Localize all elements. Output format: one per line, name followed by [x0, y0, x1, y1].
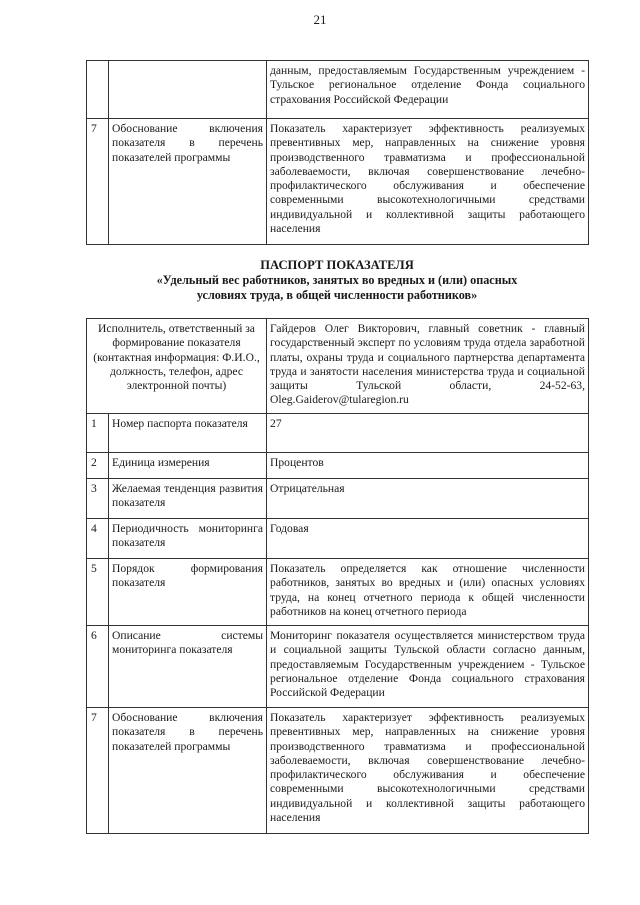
- table-row: [87, 61, 589, 119]
- row-value: Показатель характеризует эффективность реализуемых превентивных мер, направленных на снижение уровня производственного травматизма и профессиональной заболеваемости, включая совершенствование лечебно-профилактического обслуживания и обеспечение современными высокотехнологичными средствами индивидуальной и коллективной защиты работающего населения: [267, 119, 589, 245]
- row-label: Обоснование включения показателя в перечень показателей программы: [109, 708, 267, 834]
- row-label: Желаемая тенденция развития показателя: [109, 479, 267, 519]
- row-number: [87, 61, 109, 119]
- row-number: 7: [87, 708, 109, 834]
- row-value: Показатель характеризует эффективность реализуемых превентивных мер, направленных на снижение уровня производственного травматизма и профессиональной заболеваемости, включая совершенствование лечебно-профилактического обслуживания и обеспечение современными высокотехнологичными средствами индивидуальной и коллективной защиты работающего населения: [267, 708, 589, 834]
- passport-subtitle-line1: «Удельный вес работников, занятых во вредных и (или) опасных: [156, 273, 518, 287]
- page-number: 21: [313, 12, 327, 27]
- row-label: Описание системы мониторинга показателя: [109, 626, 267, 708]
- row-label: Порядок формирования показателя: [109, 559, 267, 626]
- table-row: [87, 708, 589, 834]
- row-value: данным, предоставляемым Государственным учреждением - Тульское региональное отделение Фонда социального страхования Российской Федерации: [267, 61, 589, 119]
- table-row: [87, 119, 589, 245]
- table-row: [87, 414, 589, 453]
- table-row: [87, 453, 589, 479]
- row-label: Обоснование включения показателя в перечень показателей программы: [109, 119, 267, 245]
- passport-title: ПАСПОРТ ПОКАЗАТЕЛЯ: [260, 258, 414, 272]
- indicator-table-continued: [86, 60, 589, 245]
- row-number: 4: [87, 519, 109, 559]
- row-label: Единица измерения: [109, 453, 267, 479]
- row-label: Номер паспорта показателя: [109, 414, 267, 453]
- executor-label: Исполнитель, ответственный за формирование показателя (контактная информация: Ф.И.О., должность, телефон, адрес электронной почты): [87, 319, 267, 414]
- passport-heading: [86, 258, 588, 303]
- row-value: 27: [267, 414, 589, 453]
- executor-value: Гайдеров Олег Викторович, главный советник - главный государственный эксперт по условиям труда отдела заработной платы, охраны труда и социального партнерства департамента труда и занятости населения министерства труда и социальной защиты Тульской области, 24-52-63, Oleg.Gaiderov@tularegion.ru: [267, 319, 589, 414]
- table-row: [87, 559, 589, 626]
- row-label: [109, 61, 267, 119]
- executor-row: [87, 319, 589, 414]
- row-number: 1: [87, 414, 109, 453]
- row-number: 2: [87, 453, 109, 479]
- row-value: Процентов: [267, 453, 589, 479]
- passport-subtitle-line2: условиях труда, в общей численности работников»: [196, 288, 478, 302]
- row-value: Мониторинг показателя осуществляется министерством труда и социальной защиты Тульской области согласно данным, предоставляемым Государственным учреждением - Тульское региональное отделение Фонда социального страхования Российской Федерации: [267, 626, 589, 708]
- row-number: 3: [87, 479, 109, 519]
- row-number: 5: [87, 559, 109, 626]
- passport-table: [86, 318, 589, 834]
- row-value: Показатель определяется как отношение численности работников, занятых во вредных и (или) опасных условиях труда, на конец отчетного периода к общей численности работников на конец отчетного периода: [267, 559, 589, 626]
- row-label: Периодичность мониторинга показателя: [109, 519, 267, 559]
- row-value: Годовая: [267, 519, 589, 559]
- table-row: [87, 626, 589, 708]
- row-number: 6: [87, 626, 109, 708]
- row-value: Отрицательная: [267, 479, 589, 519]
- table-row: [87, 479, 589, 519]
- row-number: 7: [87, 119, 109, 245]
- table-row: [87, 519, 589, 559]
